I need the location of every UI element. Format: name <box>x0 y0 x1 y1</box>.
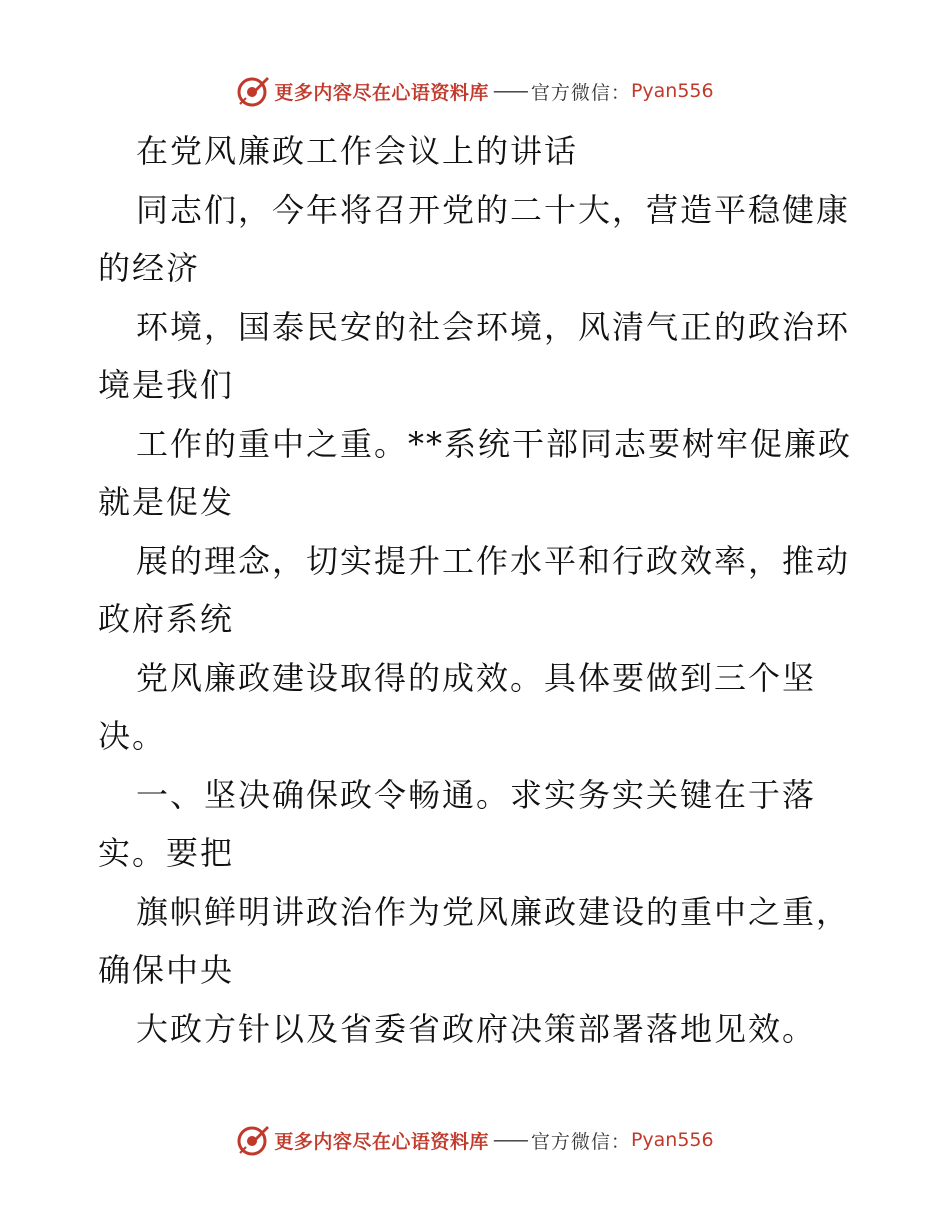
watermark-dash: —— <box>492 80 527 102</box>
watermark-dash: —— <box>492 1129 527 1151</box>
text-line: 同志们，今年将召开党的二十大，营造平稳健康 <box>136 190 851 229</box>
watermark-wechat-id: Pyan556 <box>630 80 714 102</box>
header-watermark <box>0 71 950 111</box>
text-line: 政府系统 <box>98 600 235 638</box>
quill-logo-icon <box>236 74 270 108</box>
footer-watermark <box>0 1120 950 1160</box>
text-line: 工作的重中之重。**系统干部同志要树牢促廉政 <box>136 424 853 463</box>
watermark-wechat-id: Pyan556 <box>630 1129 714 1151</box>
text-line: 党风廉政建设取得的成效。具体要做到三个坚 <box>136 658 817 697</box>
document-body <box>98 122 858 1058</box>
text-line: 环境，国泰民安的社会环境，风清气正的政治环 <box>136 307 851 346</box>
text-line: 境是我们 <box>98 366 235 404</box>
text-line: 就是促发 <box>98 483 235 521</box>
text-line: 大政方针以及省委省政府决策部署落地见效。 <box>136 1009 817 1048</box>
document-title: 在党风廉政工作会议上的讲话 <box>136 132 579 170</box>
text-line: 决。 <box>98 717 167 755</box>
watermark-label: 官方微信： <box>530 1130 631 1153</box>
watermark-site-name: 更多内容尽在心语资料库 <box>274 81 489 104</box>
watermark-site-name: 更多内容尽在心语资料库 <box>274 1130 489 1153</box>
text-line: 展的理念，切实提升工作水平和行政效率，推动 <box>136 541 851 580</box>
text-line: 的经济 <box>98 249 201 287</box>
quill-logo-icon <box>236 1123 270 1157</box>
watermark-label: 官方微信： <box>530 81 631 104</box>
text-line: 旗帜鲜明讲政治作为党风廉政建设的重中之重， <box>136 892 851 931</box>
text-line: 确保中央 <box>98 951 235 989</box>
text-line: 实。要把 <box>98 834 235 872</box>
text-line: 一、坚决确保政令畅通。求实务实关键在于落 <box>136 775 817 814</box>
